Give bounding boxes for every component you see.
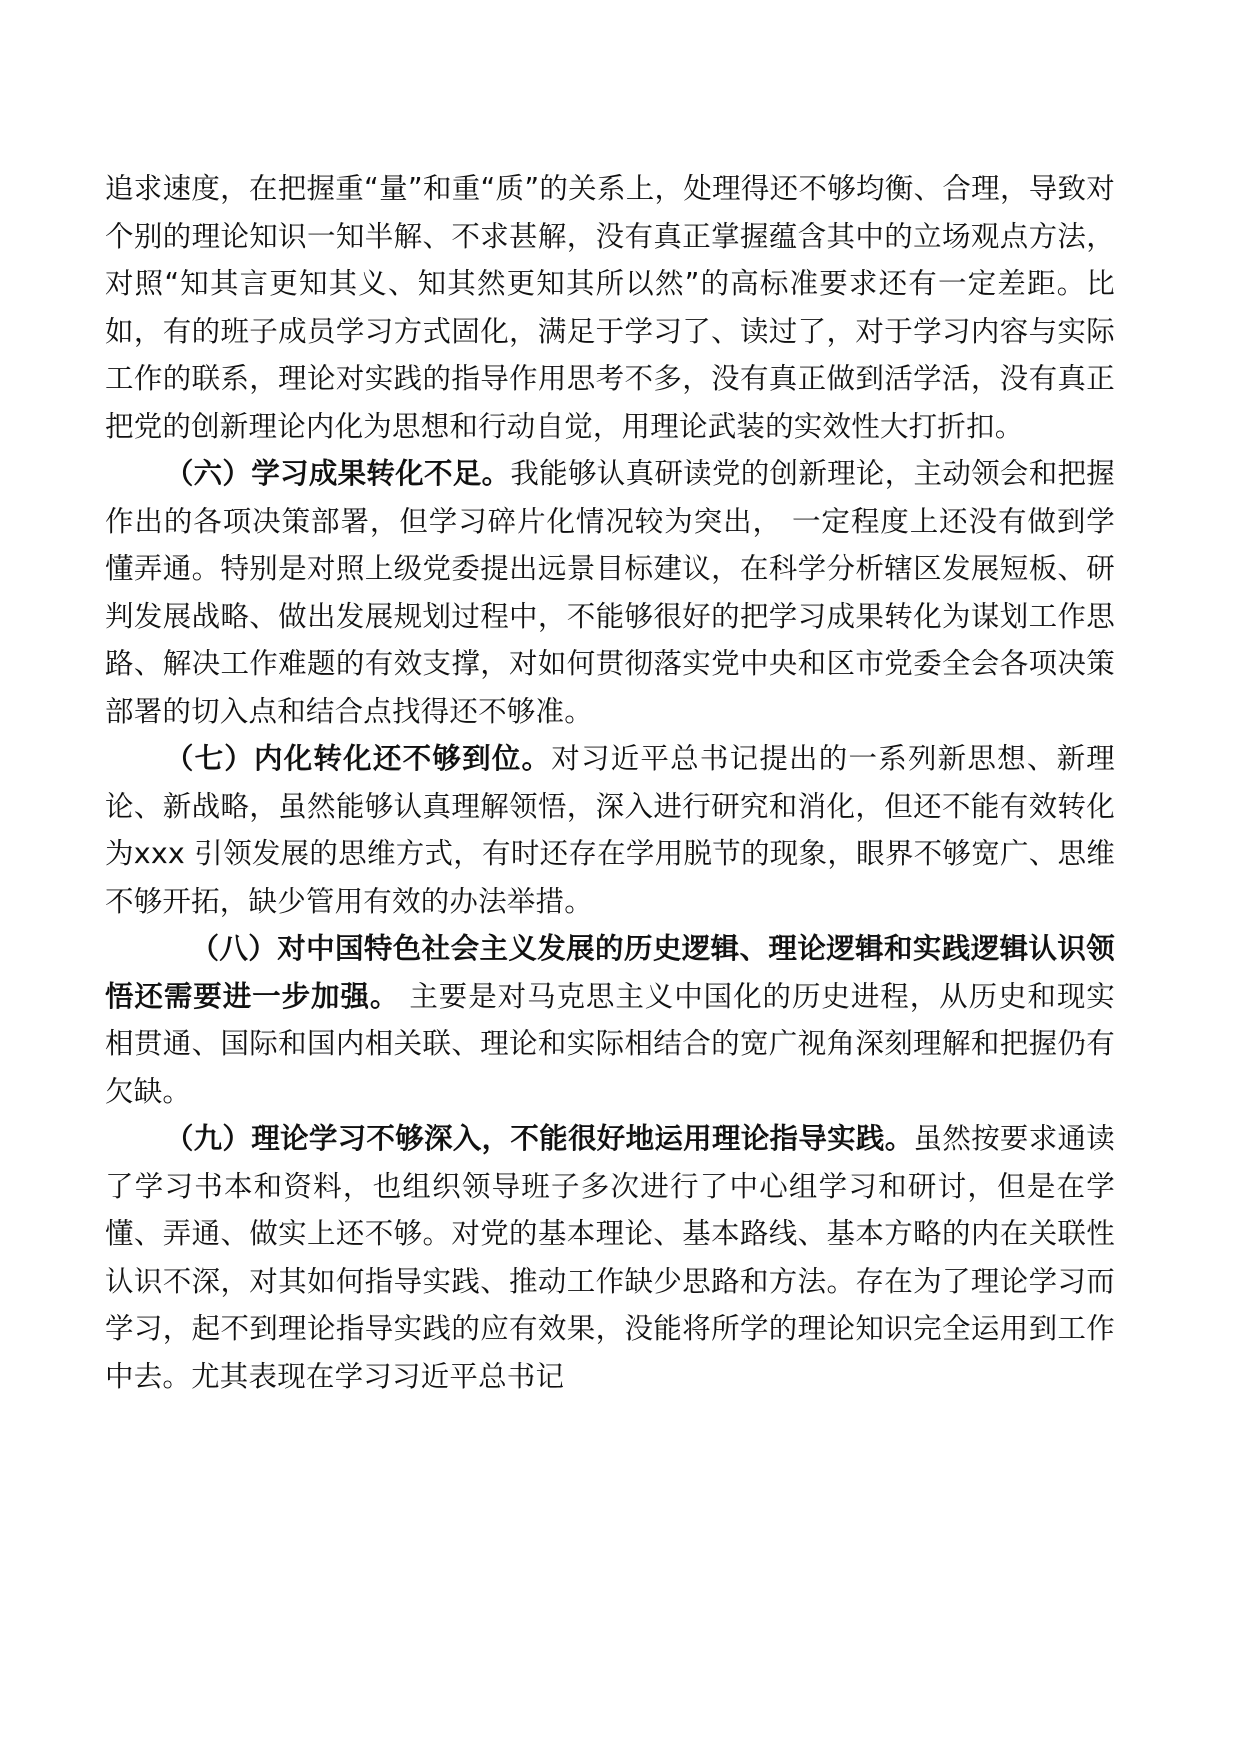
paragraph-text: 主要是对马克思主义中国化的历史进程，从历史和现实相贯通、国际和国内相关联、理论和实际相结合的宽广视角深刻理解和把握仍有欠缺。 <box>105 979 1115 1108</box>
paragraph-continuation <box>105 165 1115 450</box>
section-heading-6: （六）学习成果转化不足。 <box>164 457 511 490</box>
paragraph-section-9 <box>105 1115 1115 1400</box>
section-heading-8: （八）对中国特色社会主义发展的历史逻辑、理论逻辑和实践逻辑认识领悟还需要进一步加强。 <box>105 932 1115 1013</box>
paragraph-text: 虽然按要求通读了学习书本和资料，也组织领导班子多次进行了中心组学习和研讨，但是在学懂、弄通、做实上还不够。对党的基本理论、基本路线、基本方略的内在关联性认识不深，对其如何指导实践、推动工作缺少思路和方法。存在为了理论学习而学习，起不到理论指导实践的应有效果，没能将所学的理论知识完全运用到工作中去。尤其表现在学习习近平总书记 <box>105 1122 1116 1393</box>
paragraph-text: 对习近平总书记提出的一系列新思想、新理论、新战略，虽然能够认真理解领悟，深入进行研究和消化，但还不能有效转化为xxx 引领发展的思维方式，有时还存在学用脱节的现象，眼界不够宽广、思维不够开拓，缺少管用有效的办法举措。 <box>105 742 1115 918</box>
document-body <box>105 165 1115 1400</box>
paragraph-section-7 <box>105 735 1115 925</box>
paragraph-text: 我能够认真研读党的创新理论，主动领会和把握作出的各项决策部署，但学习碎片化情况较为突出， 一定程度上还没有做到学懂弄通。特别是对照上级党委提出远景目标建议，在科学分析辖区发展短板、研判发展战略、做出发展规划过程中，不能够很好的把学习成果转化为谋划工作思路、解决工作难题的有效支撑，对如何贯彻落实党中央和区市党委全会各项决策部署的切入点和结合点找得还不够准。 <box>105 457 1115 728</box>
section-heading-7: （七）内化转化还不够到位。 <box>164 742 552 775</box>
paragraph-section-8 <box>105 925 1115 1115</box>
paragraph-section-6 <box>105 450 1115 735</box>
section-heading-9: （九）理论学习不够深入，不能很好地运用理论指导实践。 <box>164 1122 914 1155</box>
paragraph-text: 追求速度，在把握重“量”和重“质”的关系上，处理得还不够均衡、合理，导致对个别的理论知识一知半解、不求甚解，没有真正掌握蕴含其中的立场观点方法，对照“知其言更知其义、知其然更知其所以然”的高标准要求还有一定差距。比如，有的班子成员学习方式固化，满足于学习了、读过了，对于学习内容与实际工作的联系，理论对实践的指导作用思考不多，没有真正做到活学活，没有真正把党的创新理论内化为思想和行动自觉，用理论武装的实效性大打折扣。 <box>105 172 1115 443</box>
